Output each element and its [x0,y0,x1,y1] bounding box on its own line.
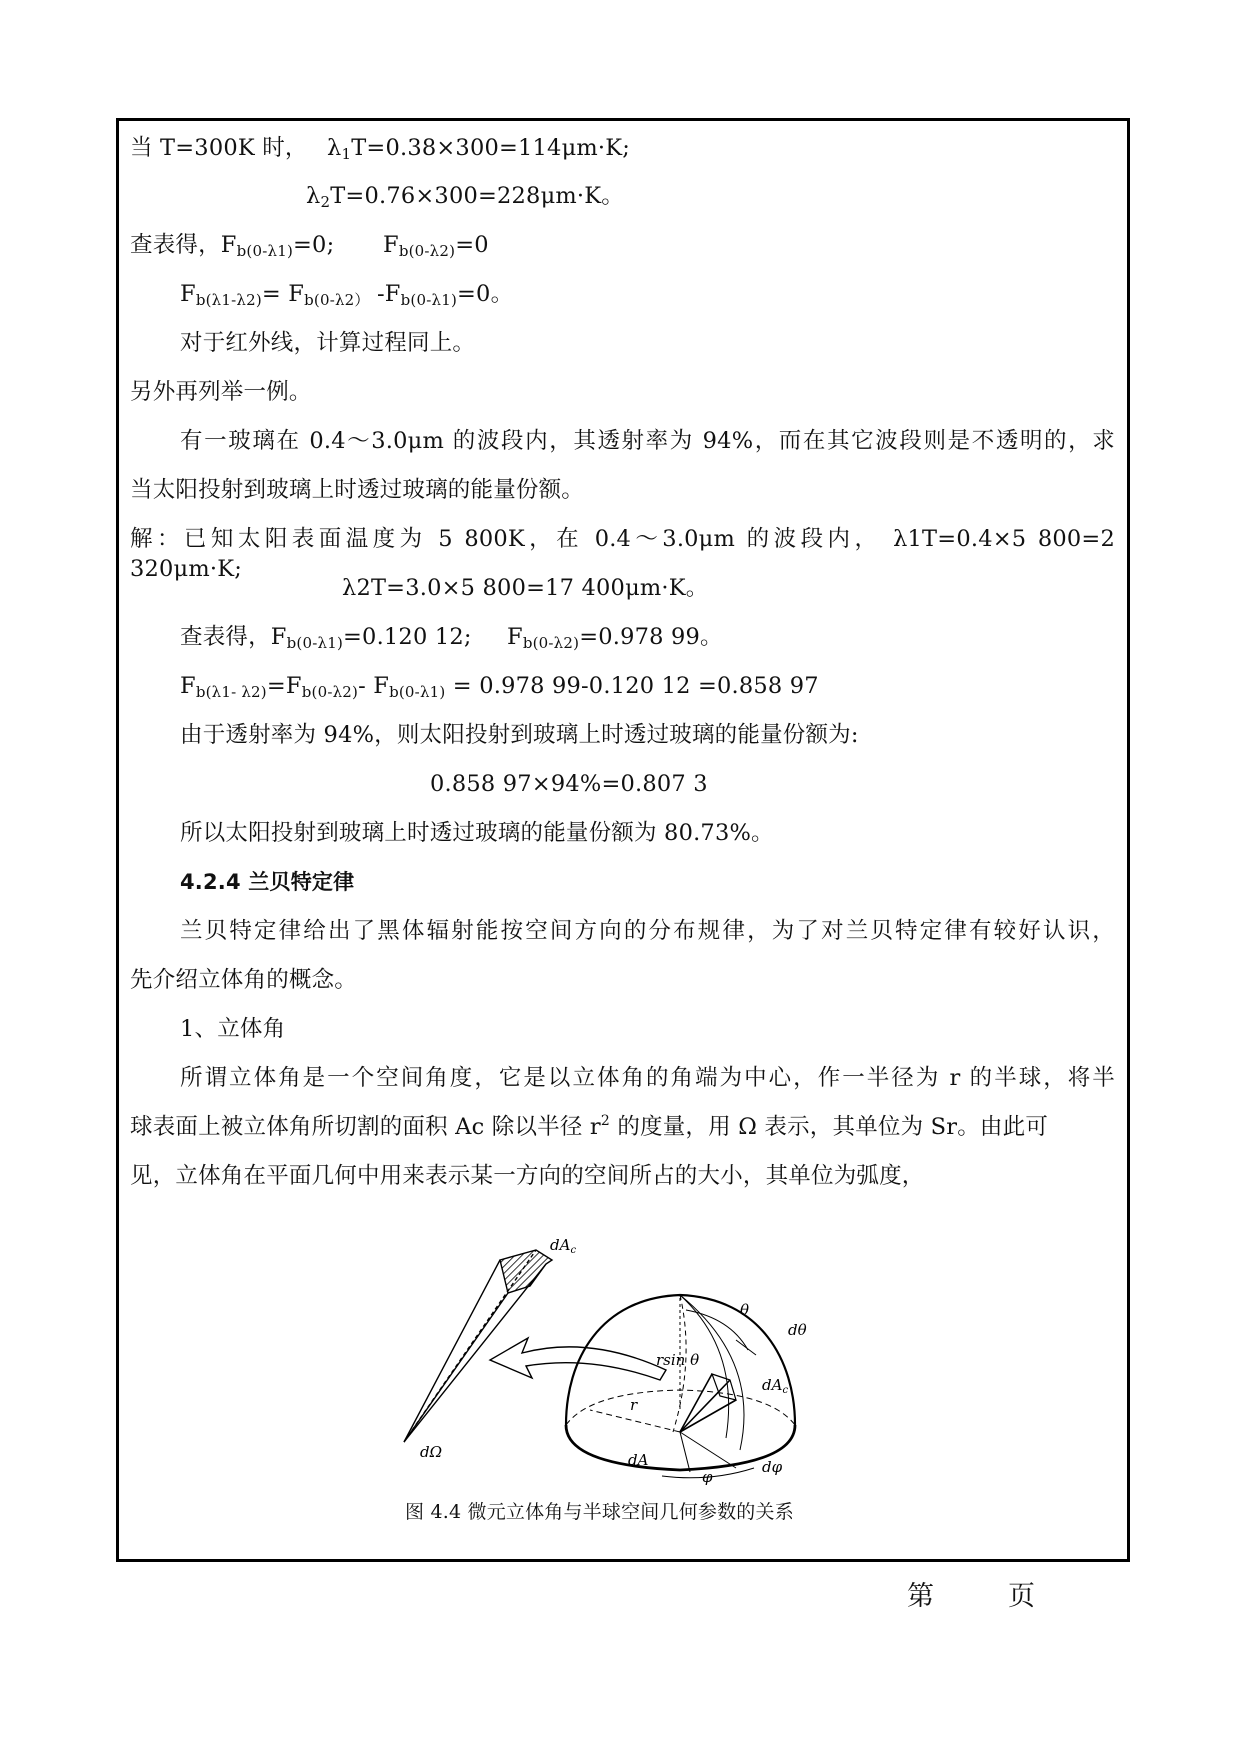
label-dtheta: dθ [788,1321,807,1339]
text-line-2: $\lambda_2T=0.76\times 300=228\mu m\cdot K$。 [306,183,624,211]
text-line-14: 0.858 97×94%=0.807 3 [430,771,708,797]
label-rsin: rsin θ [656,1351,700,1369]
text-line-21: 球表面上被立体角所切割的面积 Ac 除以半径 $r^2$ 的度量，用 Ω 表示，其单位为 Sr。由此可 [130,1113,1049,1140]
text-line-8: 当太阳投射到玻璃上时透过玻璃的能量份额。 [130,477,585,503]
text-line-22: 见，立体角在平面几何中用来表示某一方向的空间所占的大小，其单位为弧度， [130,1163,925,1189]
label-dphi: dφ [762,1458,783,1476]
hemisphere [566,1295,795,1478]
curved-arrow [490,1338,666,1380]
text-line-13: 由于透射率为 94%，则太阳投射到玻璃上时透过玻璃的能量份额为: [180,722,859,748]
label-dA: dA [628,1451,649,1469]
text-line-3: 查表得，$F_{b(0-\lambda 1)}=0$; [130,232,335,260]
text-line-11b: $F_{b(0-\lambda 2)}=0.978$ 99。 [507,624,723,652]
text-line-7: 有一玻璃在 0.4～3.0μm 的波段内，其透射率为 94%，而在其它波段则是不透明的，求 [180,428,1115,454]
section-heading: 4.2.4 兰贝特定律 [180,870,355,894]
text-line-18: 先介绍立体角的概念。 [130,967,358,993]
footer-ye: 页 [1008,1581,1035,1612]
text-line-6: 另外再列举一例。 [130,379,312,405]
footer-di: 第 [907,1581,934,1612]
text-line-11: 查表得，$F_{b(0-\lambda 1)}=0.120$ 12; [180,624,472,652]
cone-shape [404,1250,552,1442]
label-r: r [630,1396,638,1414]
text-line-19: 1、立体角 [180,1016,286,1042]
text-line-20: 所谓立体角是一个空间角度，它是以立体角的角端为中心，作一半径为 r 的半球，将半 [180,1065,1115,1091]
text-line-10: λ2T=3.0×5 800=17 400μm·K。 [342,575,709,601]
solid-angle-figure [390,1210,850,1490]
text-line-3b: $F_{b(0-\lambda 2)}=0$ [383,232,489,260]
label-dAc-top: $dA_c$ [550,1236,577,1256]
text-line-15: 所以太阳投射到玻璃上时透过玻璃的能量份额为 80.73%。 [180,820,774,846]
text-line-4: $F_{b(\lambda 1-\lambda 2)}= F_{b(0-\lambda 2)}$ $-F_{b(0-\lambda 1)}=0$。 [180,281,514,309]
label-theta: θ [740,1301,750,1319]
text-line-17: 兰贝特定律给出了黑体辐射能按空间方向的分布规律，为了对兰贝特定律有较好认识， [180,918,1115,944]
text-line-9: 解：已知太阳表面温度为 5 800K，在 0.4～3.0μm 的波段内， λ1T=0.4×5 800=2 320μm·K; [130,526,1115,582]
text-line-12: $F_{b(\lambda 1- \lambda 2)}=F_{b(0-\lambda 2)}-$ $F_{b(0-\lambda 1)} = 0.978$ 99-0.120 12 =0.858 97 [180,673,819,701]
label-phi: φ [702,1468,713,1486]
label-dAc: $dA_c$ [762,1376,789,1396]
text-line-1b: $\lambda_1T=0.38\times 300=114\mu m\cdot K$; [327,135,631,163]
text-line-5: 对于红外线，计算过程同上。 [180,330,476,356]
figure-caption: 图 4.4 微元立体角与半球空间几何参数的关系 [405,1501,794,1523]
label-dOmega: dΩ [420,1443,443,1461]
text-line-1: 当 T=300K 时， [130,135,308,161]
